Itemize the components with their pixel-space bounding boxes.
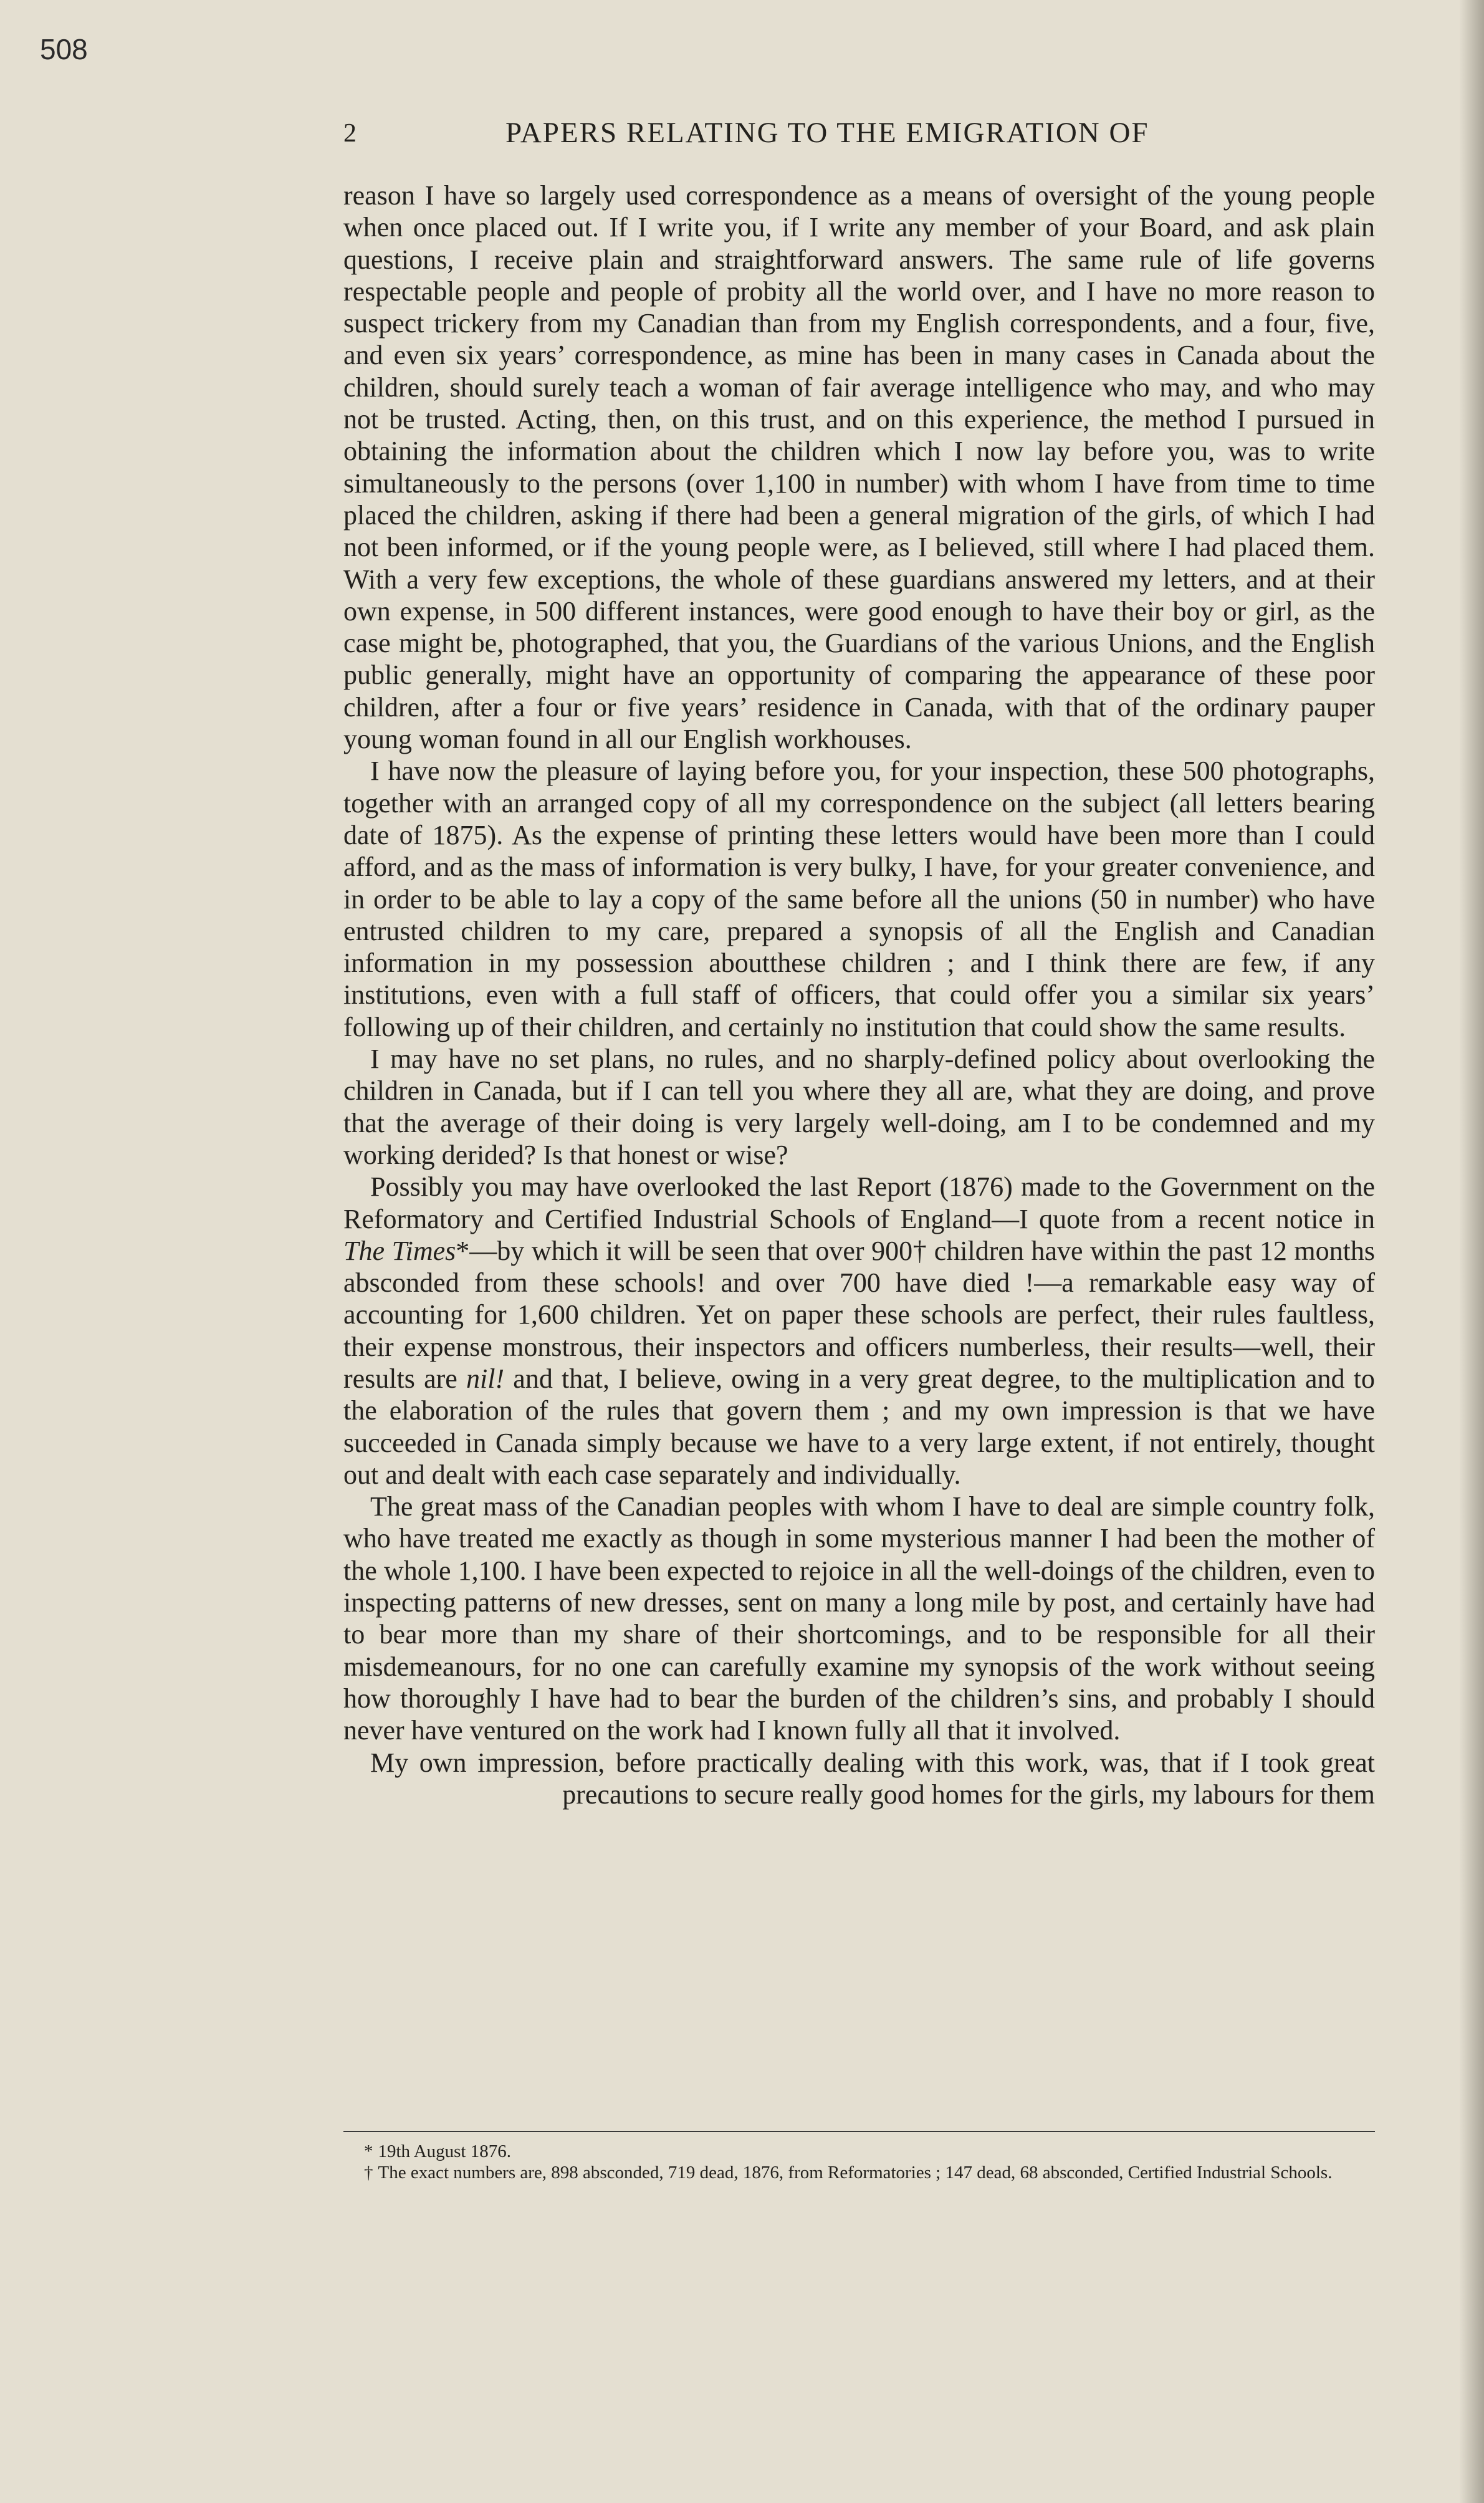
header-title: PAPERS RELATING TO THE EMIGRATION OF	[505, 117, 1149, 149]
header-page-number: 2	[343, 119, 357, 148]
body-text	[343, 180, 1375, 1810]
paragraph-5: The great mass of the Canadian peoples with whom I have to deal are simple country folk, who have treated me exactly as though in some mysterious manner I had been the mother of the whole 1,100. I have been expected to rejoice in all the well-doings of the children, even to inspecting patterns of new dresses, sent on many a long mile by post, and certainly have had to bear more than my share of their shortcomings, and to be responsible for all their misdemeanours, for no one can carefully examine my synopsis of the work without seeing how thoroughly I have had to bear the burden of the children’s sins, and probably I should never have ventured on the work had I known fully all that it involved.	[343, 1491, 1375, 1746]
footnote-1-text: 19th August 1876.	[378, 2141, 511, 2161]
paragraph-4-part-c: and that, I believe, owing in a very great degree, to the multiplication and to the elaboration of the rules that govern them ; and my own impression is that we have succeeded in Canada simply because we have to a very large extent, if not entirely, thought out and dealt with each case separately and individually.	[343, 1363, 1375, 1490]
footnote-2	[343, 2162, 1375, 2183]
page-edge-shadow	[1459, 0, 1484, 2503]
footnote-2-text: The exact numbers are, 898 absconded, 719 dead, 1876, from Reformatories ; 147 dead, 68 absconded, Certified Industrial Schools.	[378, 2163, 1333, 2183]
paragraph-4-part-b: *—by which it will be seen that over 900† children have within the past 12 months absconded from these schools! and over 700 have died !—a remarkable easy way of accounting for 1,600 children. Yet on paper these schools are perfect, their rules faultless, their expense monstrous, their inspectors and officers numberless, their results—well, their results are	[343, 1235, 1375, 1394]
newspaper-title: The Times	[343, 1235, 456, 1266]
paragraph-1: reason I have so largely used correspondence as a means of oversight of the young people when once placed out. If I write you, if I write any member of your Board, and ask plain questions, I receive plain and straightforward answers. The same rule of life governs respectable people and people of probity all the world over, and I have no more reason to suspect trickery from my Canadian than from my English correspondents, and a four, five, and even six years’ correspondence, as mine has been in many cases in Canada about the children, should surely teach a woman of fair average intelligence who may, and who may not be trusted. Acting, then, on this trust, and on this experience, the method I pursued in obtaining the information about the children which I now lay before you, was to write simultaneously to the persons (over 1,100 in number) with whom I have from time to time placed the children, asking if there had been a general migration of the girls, of which I had not been informed, or if the young people were, as I believed, still where I had placed them. With a very few exceptions, the whole of these guardians answered my letters, and at their own expense, in 500 different instances, were good enough to have their boy or girl, as the case might be, photographed, that you, the Guardians of the various Unions, and the English public generally, might have an opportunity of comparing the appearance of these poor children, after a four or five years’ residence in Canada, with that of the ordinary pauper young woman found in all our English workhouses.	[343, 180, 1375, 755]
paragraph-2: I have now the pleasure of laying before you, for your inspection, these 500 photographs, together with an arranged copy of all my correspondence on the subject (all letters bearing date of 1875). As the expense of printing these letters would have been more than I could afford, and as the mass of information is very bulky, I have, for your greater convenience, and in order to be able to lay a copy of the same before all the unions (50 in number) who have entrusted children to my care, prepared a synopsis of all the English and Canadian information in my possession aboutthese children ; and I think there are few, if any institutions, even with a full staff of officers, that could offer you a similar six years’ following up of their children, and certainly no institution that could show the same results.	[343, 756, 1375, 1042]
paragraph-3: I may have no set plans, no rules, and no sharply-defined policy about overlooking the children in Canada, but if I can tell you where they all are, what they are doing, and prove that the average of their doing is very largely well-doing, am I to be condemned and my working derided? Is that honest or wise?	[343, 1044, 1375, 1170]
emphasis-nil: nil!	[466, 1363, 505, 1394]
paragraph-4	[343, 1171, 1375, 1491]
paragraph-4-part-a: Possibly you may have overlooked the last Report (1876) made to the Government on the Reformatory and Certified Industrial Schools of England—I quote from a recent notice in	[343, 1171, 1375, 1234]
running-header	[343, 116, 1375, 156]
footnote-1	[343, 2141, 1375, 2162]
scan-page-number: 508	[40, 33, 88, 65]
footnotes	[343, 2141, 1375, 2183]
footnote-1-mark: *	[364, 2141, 373, 2161]
footnote-rule	[343, 2131, 1375, 2132]
footnote-2-mark: †	[364, 2163, 373, 2183]
paragraph-6: My own impression, before practically dealing with this work, was, that if I took great precautions to secure really good homes for the girls, my labours for them	[370, 1747, 1375, 1810]
